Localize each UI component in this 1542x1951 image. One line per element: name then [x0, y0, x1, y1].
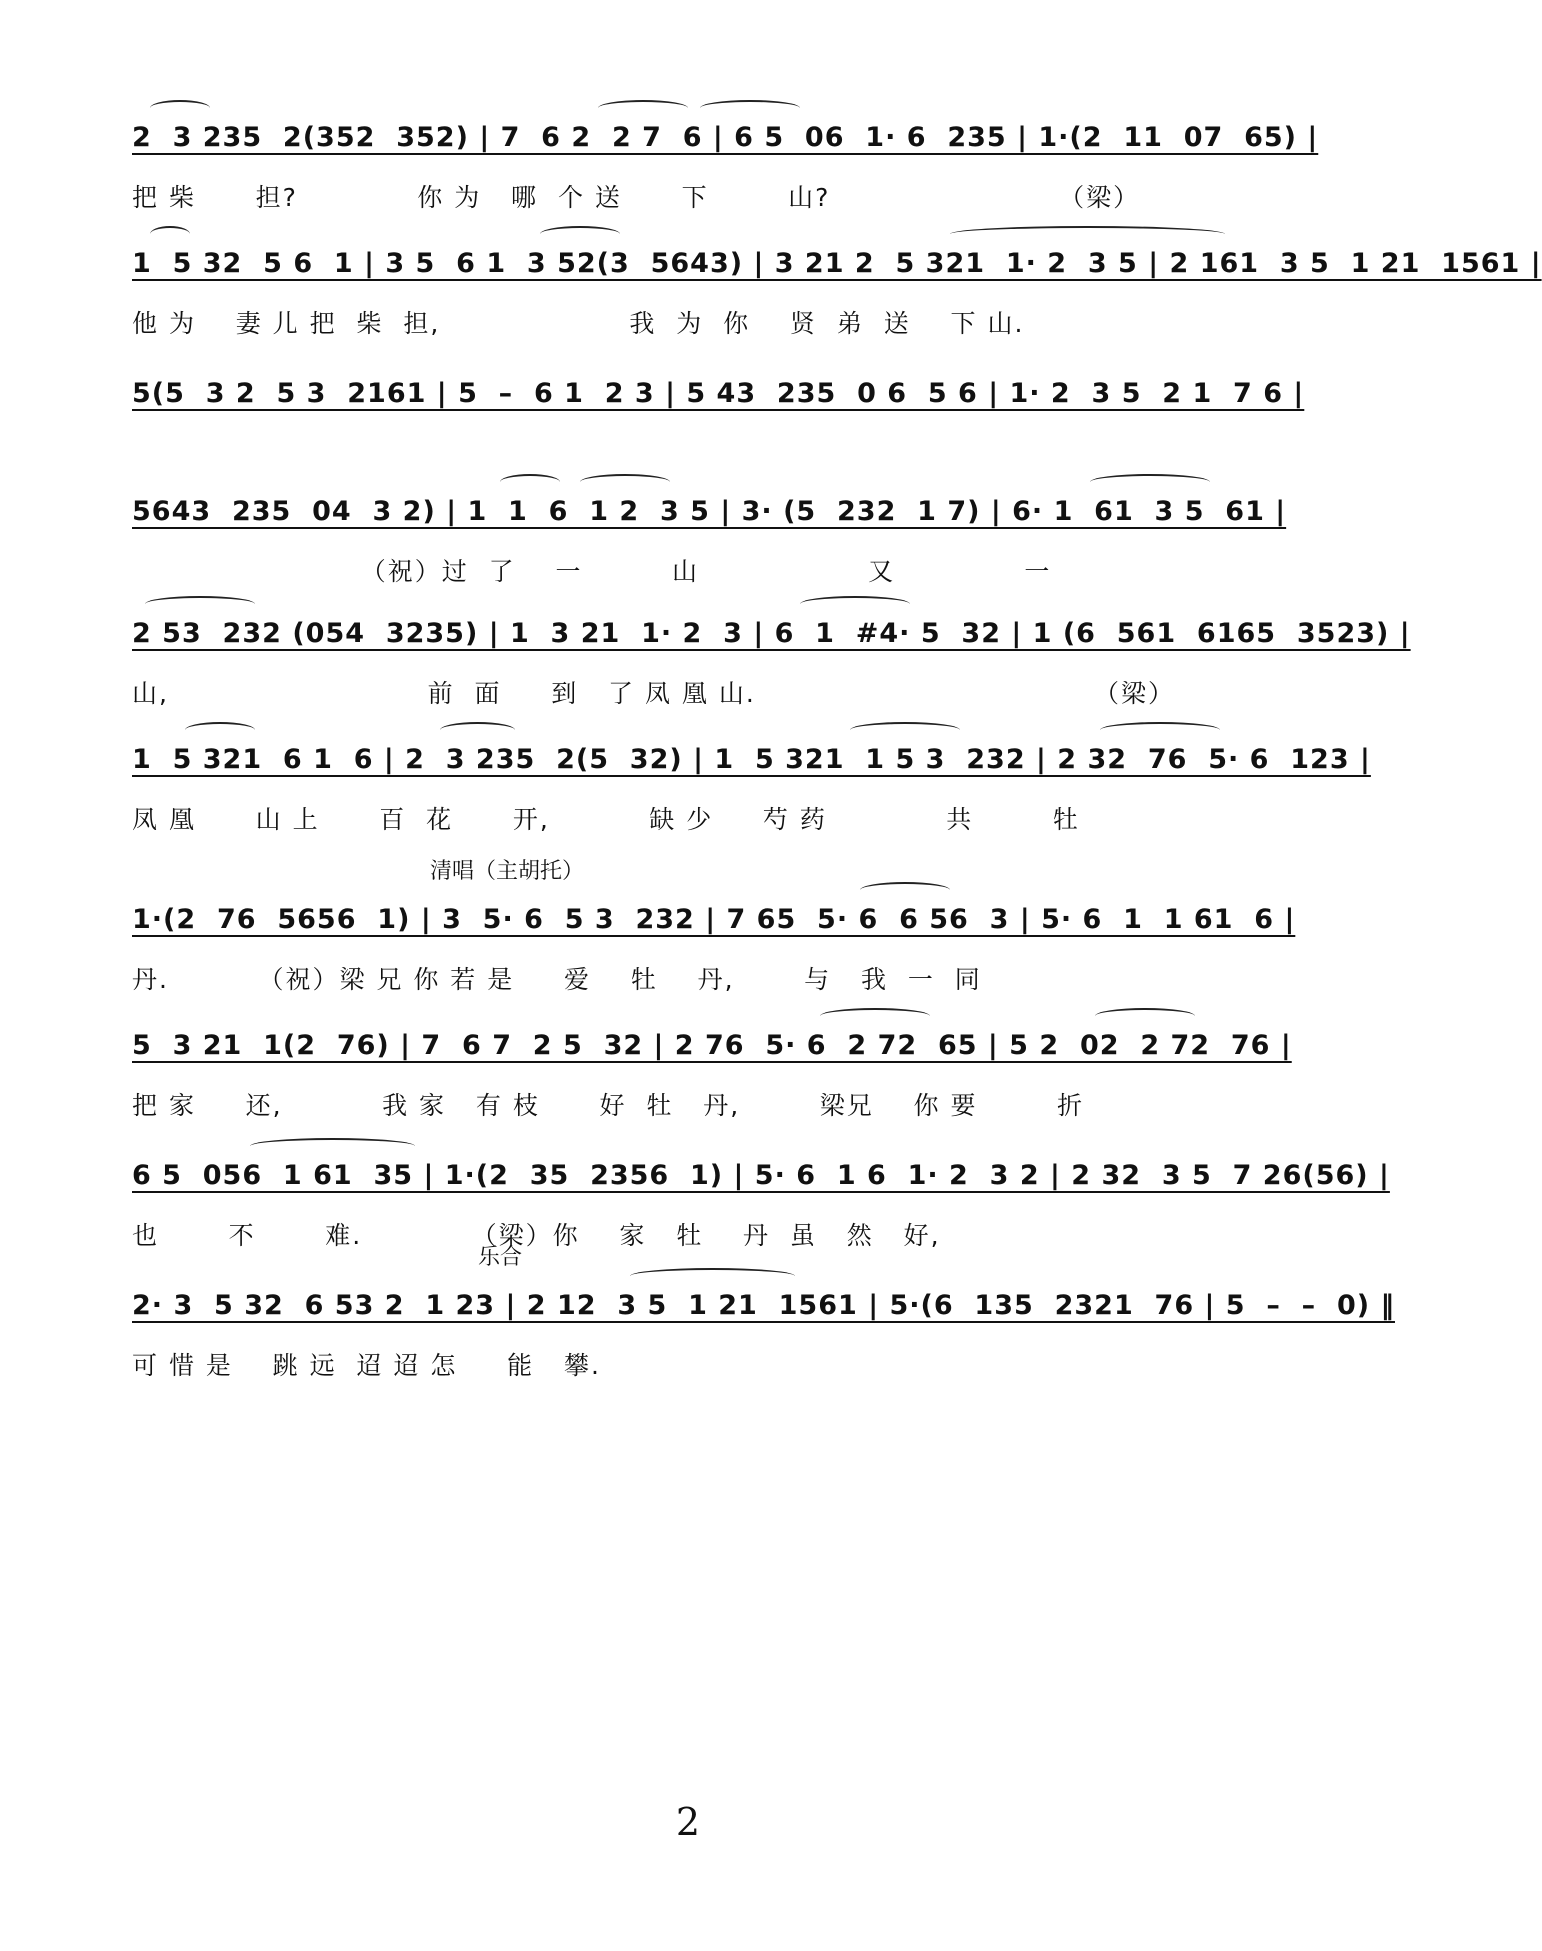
- performance-direction: 乐合: [478, 1245, 523, 1270]
- slur: [145, 596, 255, 612]
- slur: [700, 100, 800, 116]
- page-number: 2: [675, 1800, 701, 1844]
- slur: [850, 722, 960, 738]
- notation-line: 5 3 21 1(2 76) | 7 6 7 2 5 32 | 2 76 5· 6 2 72 65 | 5 2 02 2 72 76 |: [132, 1030, 1292, 1061]
- notation-line: 6 5 056 1 61 35 | 1·(2 35 2356 1) | 5· 6 1 6 1· 2 3 2 | 2 32 3 5 7 26(56) |: [132, 1160, 1390, 1191]
- slur: [540, 226, 620, 242]
- notation-line: 2· 3 5 32 6 53 2 1 23 | 2 12 3 5 1 21 1561 | 5·(6 135 2321 76 | 5 – – 0) ‖: [132, 1290, 1395, 1321]
- lyrics-line: 凤 凰 山 上 百 花 开, 缺 少 芍 药 共 牡: [132, 805, 1080, 834]
- slur: [500, 474, 560, 490]
- slur: [1100, 722, 1220, 738]
- notation-line: 1 5 321 6 1 6 | 2 3 235 2(5 32) | 1 5 321 1 5 3 232 | 2 32 76 5· 6 123 |: [132, 744, 1371, 775]
- lyrics-line: 把 柴 担? 你 为 哪 个 送 下 山? （梁）: [132, 183, 1141, 212]
- system-9: [0, 1160, 1390, 1310]
- slur: [440, 722, 515, 738]
- lyrics-line: 山, 前 面 到 了 凤 凰 山. （梁）: [132, 679, 1176, 708]
- notation-line: 5643 235 04 3 2) | 1 1 6 1 2 3 5 | 3· (5 232 1 7) | 6· 1 61 3 5 61 |: [132, 496, 1287, 527]
- system-6: [0, 744, 1376, 894]
- system-8: [0, 1030, 1376, 1180]
- slur: [820, 1008, 930, 1024]
- lyrics-line: 他 为 妻 儿 把 柴 担, 我 为 你 贤 弟 送 下 山.: [132, 309, 1025, 338]
- slur: [1090, 474, 1210, 490]
- notation-line: 2 3 235 2(352 352) | 7 6 2 2 7 6 | 6 5 06 1· 6 235 | 1·(2 11 07 65) |: [132, 122, 1319, 153]
- slur: [150, 226, 190, 242]
- notation-line: 5(5 3 2 5 3 2161 | 5 – 6 1 2 3 | 5 43 235 0 6 5 6 | 1· 2 3 5 2 1 7 6 |: [132, 378, 1305, 409]
- slur: [185, 722, 255, 738]
- slur: [580, 474, 670, 490]
- slur: [150, 100, 210, 116]
- system-2: [0, 248, 1542, 398]
- system-10: [0, 1245, 1395, 1440]
- performance-direction: 清唱（主胡托）: [430, 859, 585, 884]
- lyrics-line: 把 家 还, 我 家 有 枝 好 牡 丹, 梁兄 你 要 折: [132, 1091, 1085, 1120]
- lyrics-line: 丹. （祝）梁 兄 你 若 是 爱 牡 丹, 与 我 一 同: [132, 965, 982, 994]
- slur: [250, 1138, 415, 1154]
- slur: [598, 100, 688, 116]
- lyrics-line: 也 不 难. （梁）你 家 牡 丹 虽 然 好,: [132, 1221, 941, 1250]
- slur: [950, 226, 1225, 242]
- slur: [800, 596, 910, 612]
- notation-line: 1·(2 76 5656 1) | 3 5· 6 5 3 232 | 7 65 5· 6 6 56 3 | 5· 6 1 1 61 6 |: [132, 904, 1296, 935]
- lyrics-line: 可 惜 是 跳 远 迢 迢 怎 能 攀.: [132, 1351, 601, 1380]
- lyrics-line: （祝）过 了 一 山 又 一: [132, 557, 1052, 586]
- notation-line: 1 5 32 5 6 1 | 3 5 6 1 3 52(3 5643) | 3 21 2 5 321 1· 2 3 5 | 2 161 3 5 1 21 1561 |: [132, 248, 1542, 279]
- slur: [1095, 1008, 1195, 1024]
- slur: [630, 1268, 795, 1284]
- notation-line: 2 53 232 (054 3235) | 1 3 21 1· 2 3 | 6 1 #4· 5 32 | 1 (6 561 6165 3523) |: [132, 618, 1411, 649]
- slur: [860, 882, 950, 898]
